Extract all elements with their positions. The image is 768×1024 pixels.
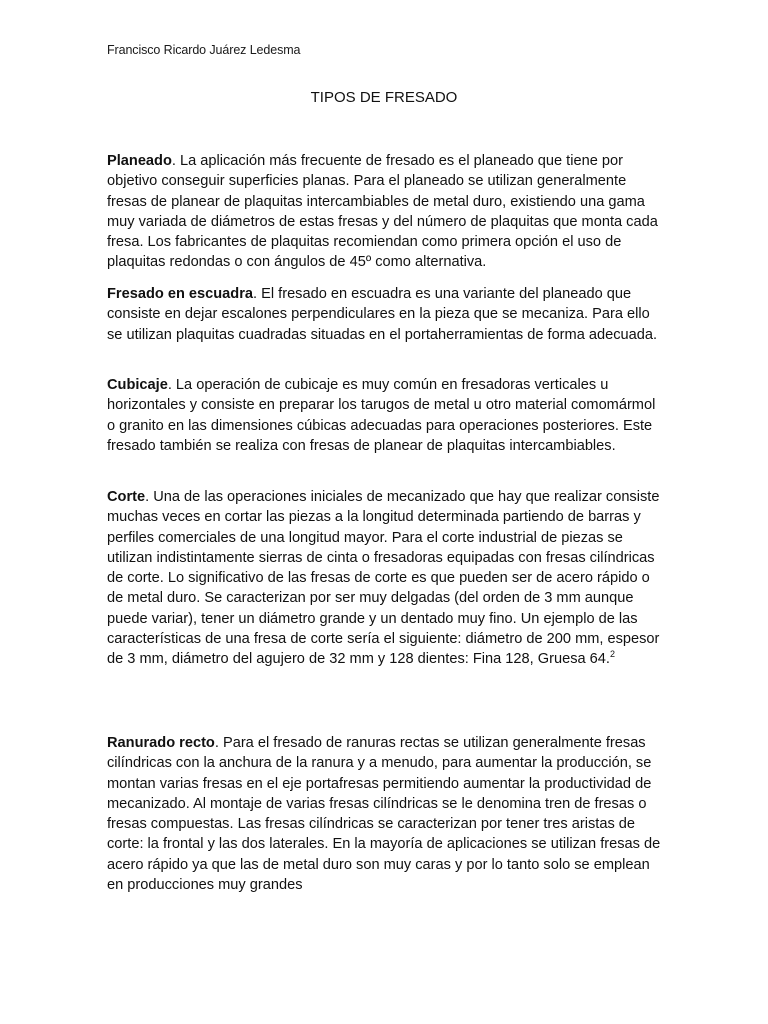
paragraph-corte	[107, 487, 667, 670]
paragraph-planeado	[107, 151, 667, 273]
paragraph-body: . La operación de cubicaje es muy común en fresadoras verticales u horizontales y consiste en preparar los tarugos de metal u otro material comomármol o granito en las dimensiones cúbicas adecuadas para operaciones posteriores. Este fresado también se realiza con fresas de planear de plaquitas intercambiables.	[107, 377, 656, 454]
paragraph-fresado-en-escuadra	[107, 284, 667, 345]
paragraph-body: . El fresado en escuadra es una variante del planeado que consiste en dejar escalones perpendiculares en la pieza que se mecaniza. Para ello se utilizan plaquitas cuadradas situadas en el portaherramientas de forma adecuada.	[107, 286, 658, 343]
paragraph-heading: Corte	[107, 489, 146, 505]
paragraph-heading: Cubicaje	[107, 377, 168, 393]
paragraph-cubicaje	[107, 375, 667, 456]
paragraph-body: . La aplicación más frecuente de fresado es el planeado que tiene por objetivo conseguir superficies planas. Para el planeado se utilizan generalmente fresas de planear de plaquitas intercambiables de metal duro, existiendo una gama muy variada de diámetros de estas fresas y del número de plaquitas que monta cada fresa. Los fabricantes de plaquitas recomiendan como primera opción el uso de plaquitas redondas o con ángulos de 45º como alternativa.	[107, 153, 658, 271]
page-title: TIPOS DE FRESADO	[310, 89, 458, 106]
paragraph-ranurado-recto	[107, 733, 667, 895]
paragraph-heading: Ranurado recto	[107, 735, 215, 751]
footnote-reference: 2	[609, 649, 615, 660]
paragraph-heading: Planeado	[107, 153, 172, 169]
author-name: Francisco Ricardo Juárez Ledesma	[107, 43, 301, 57]
paragraph-heading: Fresado en escuadra	[107, 286, 254, 302]
paragraph-body: . Para el fresado de ranuras rectas se utilizan generalmente fresas cilíndricas con la anchura de la ranura y a menudo, para aumentar la producción, se montan varias fresas en el eje portafresas permitiendo aumentar la productividad de mecanizado. Al montaje de varias fresas cilíndricas se le denomina tren de fresas o fresas compuestas. Las fresas cilíndricas se caracterizan por tener tres aristas de corte: la frontal y las dos laterales. En la mayoría de aplicaciones se utilizan fresas de acero rápido ya que las de metal duro son muy caras y por lo tanto solo se emplean en producciones muy grandes	[107, 735, 661, 894]
paragraph-body: . Una de las operaciones iniciales de mecanizado que hay que realizar consiste muchas veces en cortar las piezas a la longitud determinada partiendo de barras y perfiles comerciales de una longitud mayor. Para el corte industrial de piezas se utilizan indistintamente sierras de cinta o fresadoras equipadas con fresas cilíndricas de corte. Lo significativo de las fresas de corte es que pueden ser de acero rápido o de metal duro. Se caracterizan por ser muy delgadas (del orden de 3 mm aunque puede variar), tener un diámetro grande y un dentado muy fino. Un ejemplo de las características de una fresa de corte sería el siguiente: diámetro de 200 mm, espesor de 3 mm, diámetro del agujero de 32 mm y 128 dientes: Fina 128, Gruesa 64.	[107, 489, 660, 668]
